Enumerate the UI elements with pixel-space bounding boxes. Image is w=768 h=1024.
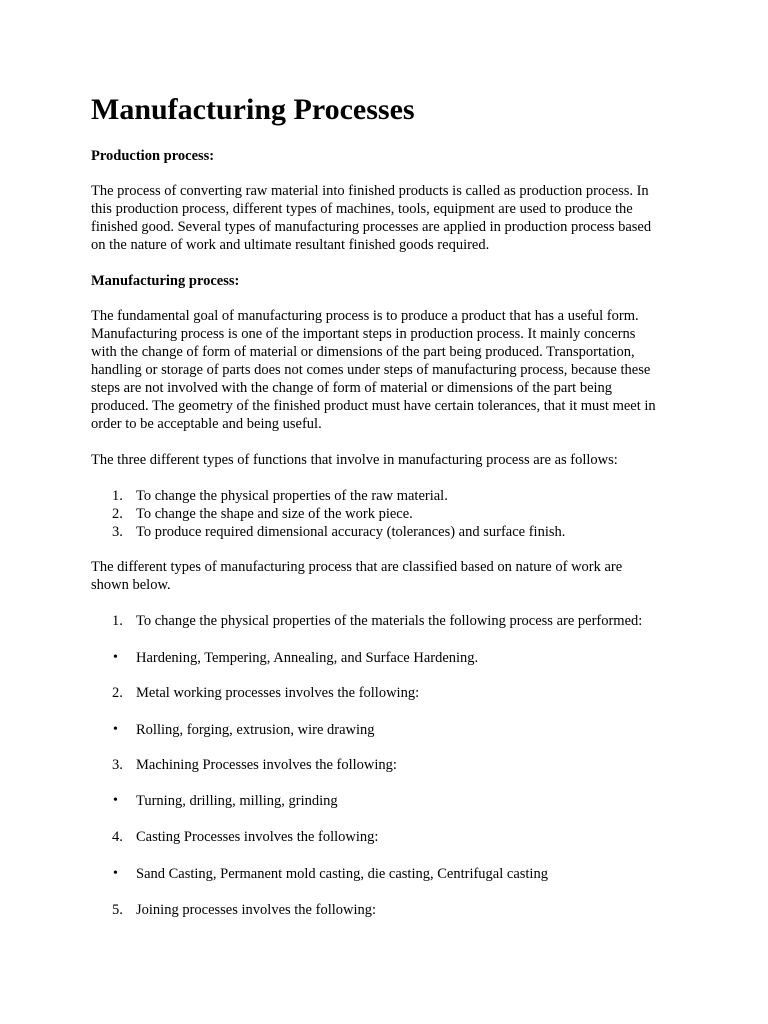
list-item-text: Machining Processes involves the following: bbox=[136, 757, 397, 773]
list-number: 2. bbox=[112, 685, 123, 701]
list-item-text: To change the shape and size of the work piece. bbox=[136, 506, 413, 522]
paragraph-line: The different types of manufacturing process that are classified based on nature of work are bbox=[91, 559, 623, 575]
production-process-heading: Production process: bbox=[91, 148, 215, 164]
list-number: 5. bbox=[112, 902, 123, 918]
list-item-text: Hardening, Tempering, Annealing, and Surface Hardening. bbox=[136, 650, 479, 666]
list-item-text: Casting Processes involves the following: bbox=[136, 829, 379, 845]
list-item-text: Rolling, forging, extrusion, wire drawing bbox=[136, 722, 375, 738]
paragraph-line: steps are not involved with the change of form of material or dimensions of the part being bbox=[91, 380, 613, 396]
list-number: 4. bbox=[112, 829, 123, 845]
paragraph-line: finished good. Several types of manufacturing processes are applied in production process based bbox=[91, 219, 652, 235]
bullet-icon: • bbox=[113, 650, 118, 665]
classification-paragraph bbox=[91, 558, 691, 594]
list-number: 1. bbox=[112, 488, 123, 504]
list-number: 3. bbox=[112, 524, 123, 540]
list-item-text: To change the physical properties of the materials the following process are performed: bbox=[136, 613, 643, 629]
list-item-text: To produce required dimensional accuracy (tolerances) and surface finish. bbox=[136, 524, 566, 540]
paragraph-line: shown below. bbox=[91, 577, 171, 593]
list-item-text: Joining processes involves the following: bbox=[136, 902, 377, 918]
paragraph-line: on the nature of work and ultimate resultant finished goods required. bbox=[91, 237, 490, 253]
bullet-icon: • bbox=[113, 866, 118, 881]
list-item-text: Sand Casting, Permanent mold casting, die casting, Centrifugal casting bbox=[136, 866, 548, 882]
list-item-text: Turning, drilling, milling, grinding bbox=[136, 793, 338, 809]
list-number: 2. bbox=[112, 506, 123, 522]
bullet-icon: • bbox=[113, 793, 118, 808]
paragraph-line: this production process, different types of machines, tools, equipment are used to produce the bbox=[91, 201, 633, 217]
paragraph-line: The fundamental goal of manufacturing process is to produce a product that has a useful form. bbox=[91, 308, 639, 324]
list-number: 3. bbox=[112, 757, 123, 773]
paragraph-line: The process of converting raw material into finished products is called as production process. In bbox=[91, 183, 649, 199]
paragraph-line: The three different types of functions that involve in manufacturing process are as follows: bbox=[91, 452, 618, 468]
bullet-icon: • bbox=[113, 722, 118, 737]
list-item-text: To change the physical properties of the raw material. bbox=[136, 488, 448, 504]
page-title: Manufacturing Processes bbox=[91, 93, 415, 126]
list-number: 1. bbox=[112, 613, 123, 629]
paragraph-line: handling or storage of parts does not comes under steps of manufacturing process, because these bbox=[91, 362, 651, 378]
paragraph-line: with the change of form of material or dimensions of the part being produced. Transportation, bbox=[91, 344, 635, 360]
paragraph-line: order to be acceptable and being useful. bbox=[91, 416, 322, 432]
functions-intro bbox=[91, 451, 691, 469]
paragraph-line: Manufacturing process is one of the important steps in production process. It mainly concerns bbox=[91, 326, 636, 342]
production-process-paragraph bbox=[91, 182, 691, 254]
paragraph-line: produced. The geometry of the finished product must have certain tolerances, that it must meet in bbox=[91, 398, 656, 414]
list-item-text: Metal working processes involves the following: bbox=[136, 685, 420, 701]
manufacturing-process-heading: Manufacturing process: bbox=[91, 273, 240, 289]
manufacturing-process-paragraph bbox=[91, 307, 691, 433]
